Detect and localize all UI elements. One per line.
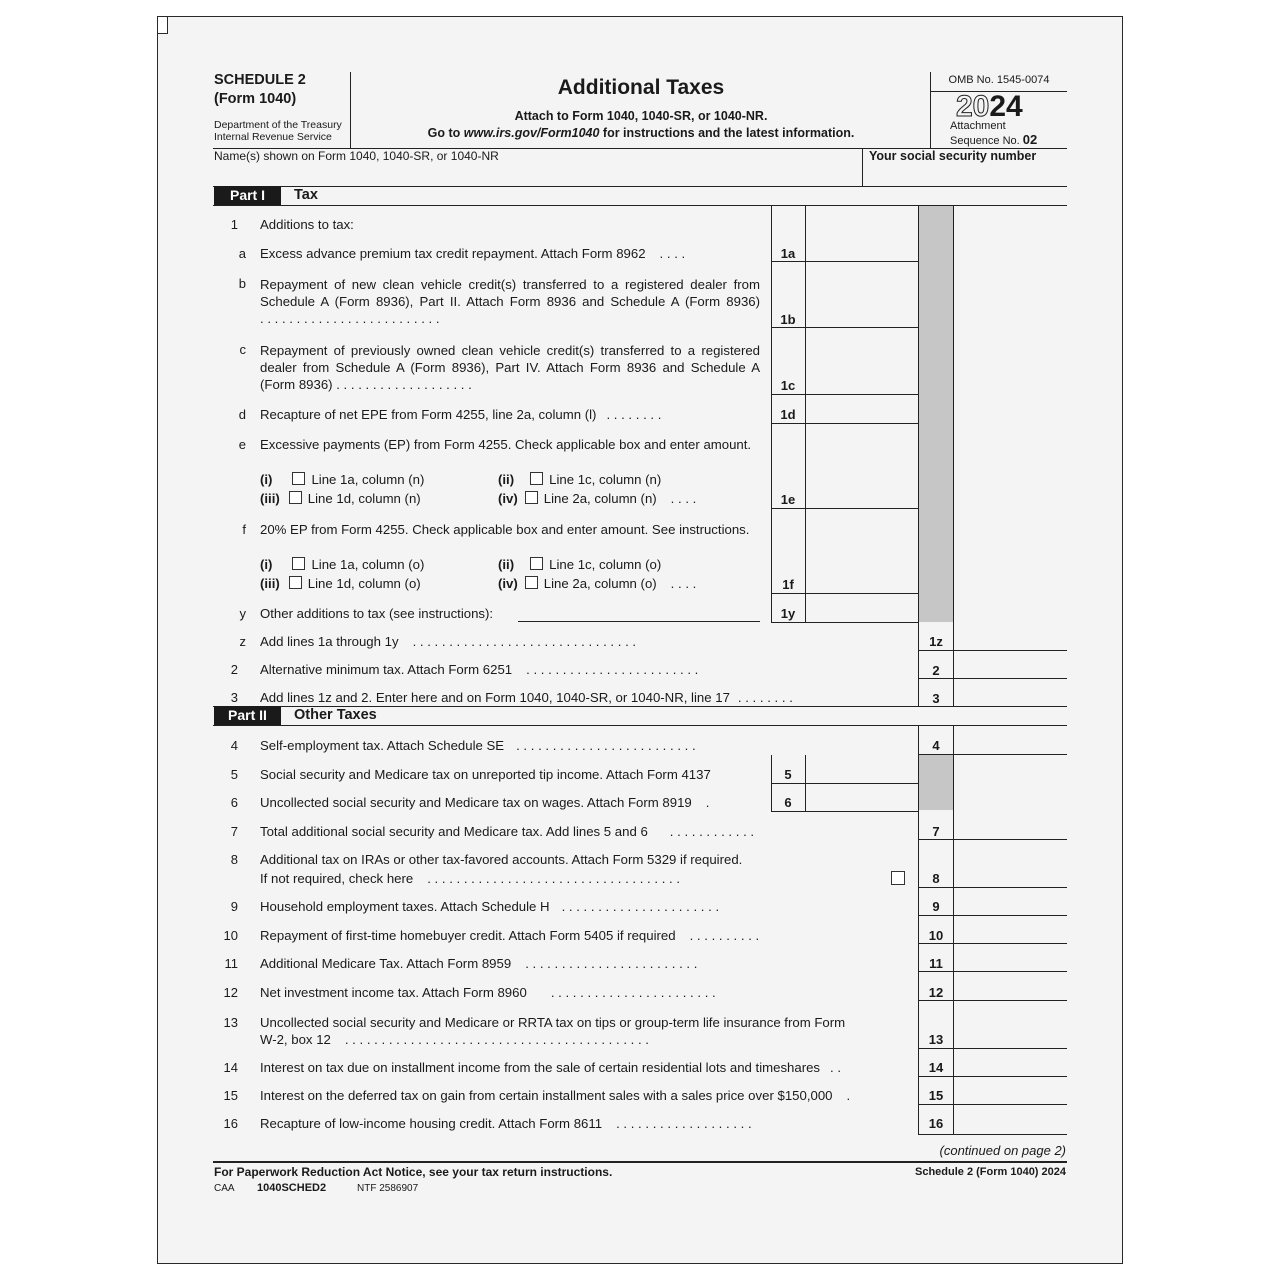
option-1f-i: (i) Line 1a, column (o) [260, 557, 425, 572]
amount-1e[interactable] [807, 425, 917, 507]
row-rule [771, 423, 918, 424]
line-6-text: Uncollected social security and Medicare tax on wages. Attach Form 8919 . [260, 795, 710, 810]
row-rule [918, 915, 1067, 916]
ref-15: 15 [928, 1088, 944, 1103]
line-num: 13 [223, 1015, 238, 1030]
row-rule [918, 650, 1067, 651]
goto-instruction: Go to www.irs.gov/Form1040 for instructions and the latest information. [427, 126, 855, 140]
row-rule [918, 839, 1067, 840]
row-rule [918, 754, 1067, 755]
checkbox-1f-i[interactable] [292, 557, 305, 570]
ref-3: 3 [932, 691, 940, 706]
amount-1a[interactable] [807, 208, 917, 260]
row-rule [771, 593, 918, 594]
amount-2[interactable] [955, 652, 1065, 677]
line-13-text: Uncollected social security and Medicare or RRTA tax on tips or group-term life insurance from Form [260, 1015, 846, 1030]
line-num: 5 [230, 767, 238, 782]
line-1a-text: Excess advance premium tax credit repayment. Attach Form 8962 . . . . [260, 246, 686, 261]
ssn-label: Your social security number [869, 149, 1037, 163]
line-num: 1 [230, 217, 238, 232]
line-1z-text: Add lines 1a through 1y . . . . . . . . . . . . . . . . . . . . . . . . . . . . . . . [260, 634, 637, 649]
row-rule [771, 508, 918, 509]
checkbox-line-8[interactable] [891, 871, 905, 885]
amount-10[interactable] [955, 917, 1065, 942]
ref-2: 2 [932, 663, 940, 678]
checkbox-1e-i[interactable] [292, 472, 305, 485]
line-11-text: Additional Medicare Tax. Attach Form 8959 . . . . . . . . . . . . . . . . . . . . . . . . [260, 956, 698, 971]
row-rule [771, 811, 919, 812]
part2-rule [213, 725, 1067, 726]
dept-treasury: Department of the Treasury [214, 119, 342, 131]
line-num: 12 [223, 985, 238, 1000]
checkbox-1e-iv[interactable] [525, 491, 538, 504]
line-15-text: Interest on the deferred tax on gain from certain installment sales with a sales price over $150,000 . [260, 1088, 851, 1103]
ssn-field[interactable] [866, 166, 1066, 184]
row-rule [918, 1104, 1067, 1105]
row-rule [918, 887, 1067, 888]
ref-12: 12 [928, 985, 944, 1000]
line-num: b [238, 276, 246, 291]
ref-1y: 1y [780, 606, 796, 621]
line-num: 15 [223, 1088, 238, 1103]
line-num: 16 [223, 1116, 238, 1131]
line-num: 10 [223, 928, 238, 943]
line-7-text: Total additional social security and Medicare tax. Add lines 5 and 6 . . . . . . . . . . . . [260, 824, 755, 839]
ref-6: 6 [784, 795, 792, 810]
schedule-title: SCHEDULE 2 [214, 72, 306, 88]
line-num: 9 [230, 899, 238, 914]
amount-1y[interactable] [807, 595, 917, 621]
ref-16: 16 [928, 1116, 944, 1131]
row-rule [771, 783, 918, 784]
name-field[interactable] [214, 162, 860, 184]
row-rule [918, 1076, 1067, 1077]
ref-11: 11 [929, 956, 943, 971]
caa-label: CAA [214, 1183, 235, 1194]
amount-9[interactable] [955, 889, 1065, 914]
main-ref-col-right [953, 205, 954, 707]
schedule-form: (Form 1040) [214, 91, 297, 107]
checkbox-1e-iii[interactable] [289, 491, 302, 504]
line-num: y [239, 606, 246, 621]
line-9-text: Household employment taxes. Attach Schedule H . . . . . . . . . . . . . . . . . . . . . . [260, 899, 720, 914]
ref-1d: 1d [780, 407, 796, 422]
form-code: 1040SCHED2 [257, 1182, 327, 1194]
paperwork-notice: For Paperwork Reduction Act Notice, see your tax return instructions. [214, 1165, 613, 1179]
continued-note: (continued on page 2) [939, 1143, 1066, 1158]
option-1e-ii: (ii) Line 1c, column (n) [498, 472, 662, 487]
option-1e-iii: (iii) Line 1d, column (n) [260, 491, 421, 506]
ref-1a: 1a [780, 246, 796, 261]
row-rule [771, 261, 918, 262]
schedule-reference: Schedule 2 (Form 1040) 2024 [914, 1166, 1066, 1178]
amount-3[interactable] [955, 680, 1065, 705]
amount-1f[interactable] [807, 510, 917, 592]
part2-title: Other Taxes [294, 707, 377, 723]
ref-8: 8 [932, 871, 940, 886]
attachment-label: Attachment [950, 120, 1006, 132]
ref-7: 7 [932, 824, 940, 839]
amount-1z[interactable] [955, 624, 1065, 649]
ref-1c: 1c [780, 378, 796, 393]
row-rule [918, 943, 1067, 944]
header-divider-left [350, 72, 351, 148]
amount-6[interactable] [807, 785, 917, 810]
amount-12[interactable] [955, 974, 1065, 999]
row-rule [918, 678, 1067, 679]
line-1-text: Additions to tax: [260, 217, 354, 232]
line-1d-text: Recapture of net EPE from Form 4255, line 2a, column (l) . . . . . . . . [260, 407, 662, 422]
line-num: 2 [230, 662, 238, 677]
name-bottom-rule [213, 186, 1067, 187]
line-1f-text: 20% EP from Form 4255. Check applicable box and enter amount. See instructions. [260, 522, 750, 537]
line-5-text: Social security and Medicare tax on unreported tip income. Attach Form 4137 [260, 767, 711, 782]
line-num: 14 [223, 1060, 238, 1075]
amount-1d[interactable] [807, 396, 917, 422]
row-rule [918, 971, 1067, 972]
ref-1b: 1b [780, 312, 796, 327]
corner-mark [157, 16, 168, 34]
line-num: c [239, 342, 246, 357]
amount-16[interactable] [955, 1106, 1065, 1131]
header-divider-right [930, 72, 931, 148]
line-num: 8 [230, 852, 238, 867]
line-1b-text: Repayment of new clean vehicle credit(s) transferred to a registered dealer from Schedule A (Form 8936), Part II. Attach Form 8936 and Schedule A (Form 8936) . . . . . . . . . . . . . . . . . . . . . . . . . [260, 277, 760, 326]
amount-4[interactable] [955, 728, 1065, 753]
sub-ref-col-right [805, 205, 806, 622]
attach-instruction: Attach to Form 1040, 1040-SR, or 1040-NR. [514, 109, 768, 123]
omb-number: OMB No. 1545-0074 [948, 74, 1050, 86]
row-rule [771, 327, 918, 328]
ref-9: 9 [932, 899, 940, 914]
ntf-number: NTF 2586907 [357, 1183, 419, 1194]
amount-8[interactable] [955, 841, 1065, 886]
option-1e-iv: (iv) Line 2a, column (n) . . . . [498, 491, 697, 506]
ref-10: 10 [928, 928, 944, 943]
line-13-text2: W-2, box 12 . . . . . . . . . . . . . . . . . . . . . . . . . . . . . . . . . . . . . . . . . . [260, 1032, 649, 1047]
line-num: a [238, 246, 246, 261]
line-num: d [238, 407, 246, 422]
part2-label: Part II [214, 706, 281, 725]
line-1e-text: Excessive payments (EP) from Form 4255. Check applicable box and enter amount. [260, 437, 752, 452]
amount-14[interactable] [955, 1050, 1065, 1075]
part1-label: Part I [214, 186, 281, 205]
checkbox-1f-ii[interactable] [530, 557, 543, 570]
row-rule [918, 1000, 1067, 1001]
line-num: 4 [230, 738, 238, 753]
sequence-label: Sequence No. 02 [950, 132, 1038, 147]
shaded-column-part1 [919, 206, 953, 622]
checkbox-1f-iv[interactable] [525, 576, 538, 589]
ref-5: 5 [784, 767, 792, 782]
option-1e-i: (i) Line 1a, column (n) [260, 472, 425, 487]
line-1y-text: Other additions to tax (see instructions): [260, 606, 494, 621]
checkbox-1f-iii[interactable] [289, 576, 302, 589]
line-num: e [238, 437, 246, 452]
line-num: 6 [230, 795, 238, 810]
shaded-column-part2 [919, 755, 953, 810]
ref-13: 13 [928, 1032, 944, 1047]
row-rule [918, 1134, 1067, 1135]
line-1y-description-field[interactable] [518, 603, 760, 622]
ref-1f: 1f [782, 577, 794, 592]
line-12-text: Net investment income tax. Attach Form 8960 . . . . . . . . . . . . . . . . . . . . . . . [260, 985, 716, 1000]
option-1f-iii: (iii) Line 1d, column (o) [260, 576, 421, 591]
dept-irs: Internal Revenue Service [214, 131, 332, 143]
tax-year: 2024 [956, 90, 1023, 123]
row-rule [771, 622, 919, 623]
form-title: Additional Taxes [557, 76, 725, 99]
option-1f-iv: (iv) Line 2a, column (o) . . . . [498, 576, 697, 591]
ref-1z: 1z [929, 634, 943, 649]
amount-15[interactable] [955, 1078, 1065, 1103]
line-14-text: Interest on tax due on installment income from the sale of certain residential lots and timeshares . . [260, 1060, 842, 1075]
amount-5[interactable] [807, 757, 917, 782]
option-1f-ii: (ii) Line 1c, column (o) [498, 557, 662, 572]
line-num: 7 [230, 824, 238, 839]
line-16-text: Recapture of low-income housing credit. Attach Form 8611 . . . . . . . . . . . . . . . . . . . [260, 1116, 752, 1131]
line-1c-text: Repayment of previously owned clean vehicle credit(s) transferred to a registered dealer from Schedule A (Form 8936), Part IV. Attach Form 8936 and Schedule A (Form 8936) . . . . . . . . . . . . . . . . . . . [260, 343, 760, 392]
amount-1c[interactable] [807, 329, 917, 393]
amount-7[interactable] [955, 813, 1065, 838]
checkbox-1e-ii[interactable] [530, 472, 543, 485]
main-ref-col-left [918, 205, 919, 707]
irs-url-link[interactable]: www.irs.gov/Form1040 [463, 126, 600, 140]
ssn-divider [862, 148, 863, 186]
line-10-text: Repayment of first-time homebuyer credit. Attach Form 5405 if required . . . . . . . . . . [260, 928, 760, 943]
footer-rule [213, 1161, 1067, 1163]
line-num: z [239, 634, 246, 649]
line-3-text: Add lines 1z and 2. Enter here and on Form 1040, 1040-SR, or 1040-NR, line 17 . . . . . . . . [260, 690, 793, 705]
amount-1b[interactable] [807, 263, 917, 327]
line-num: f [242, 522, 246, 537]
line-num: 3 [230, 690, 238, 705]
main-ref-col-right-p2 [953, 725, 954, 1135]
ref-1e: 1e [780, 492, 796, 507]
part1-title: Tax [294, 187, 318, 203]
ref-14: 14 [928, 1060, 944, 1075]
line-4-text: Self-employment tax. Attach Schedule SE . . . . . . . . . . . . . . . . . . . . . . . . . [260, 738, 696, 753]
row-rule [771, 394, 918, 395]
line-8-text: Additional tax on IRAs or other tax-favored accounts. Attach Form 5329 if required. [260, 852, 743, 867]
ref-4: 4 [932, 738, 940, 753]
line-num: 11 [224, 956, 238, 971]
line-2-text: Alternative minimum tax. Attach Form 6251 . . . . . . . . . . . . . . . . . . . . . . . . [260, 662, 699, 677]
amount-11[interactable] [955, 945, 1065, 970]
amount-13[interactable] [955, 1002, 1065, 1047]
row-rule [918, 1048, 1067, 1049]
name-label: Name(s) shown on Form 1040, 1040-SR, or 1040-NR [214, 149, 499, 163]
line-8-text2: If not required, check here . . . . . . . . . . . . . . . . . . . . . . . . . . . . . . . . . . . [260, 871, 681, 886]
